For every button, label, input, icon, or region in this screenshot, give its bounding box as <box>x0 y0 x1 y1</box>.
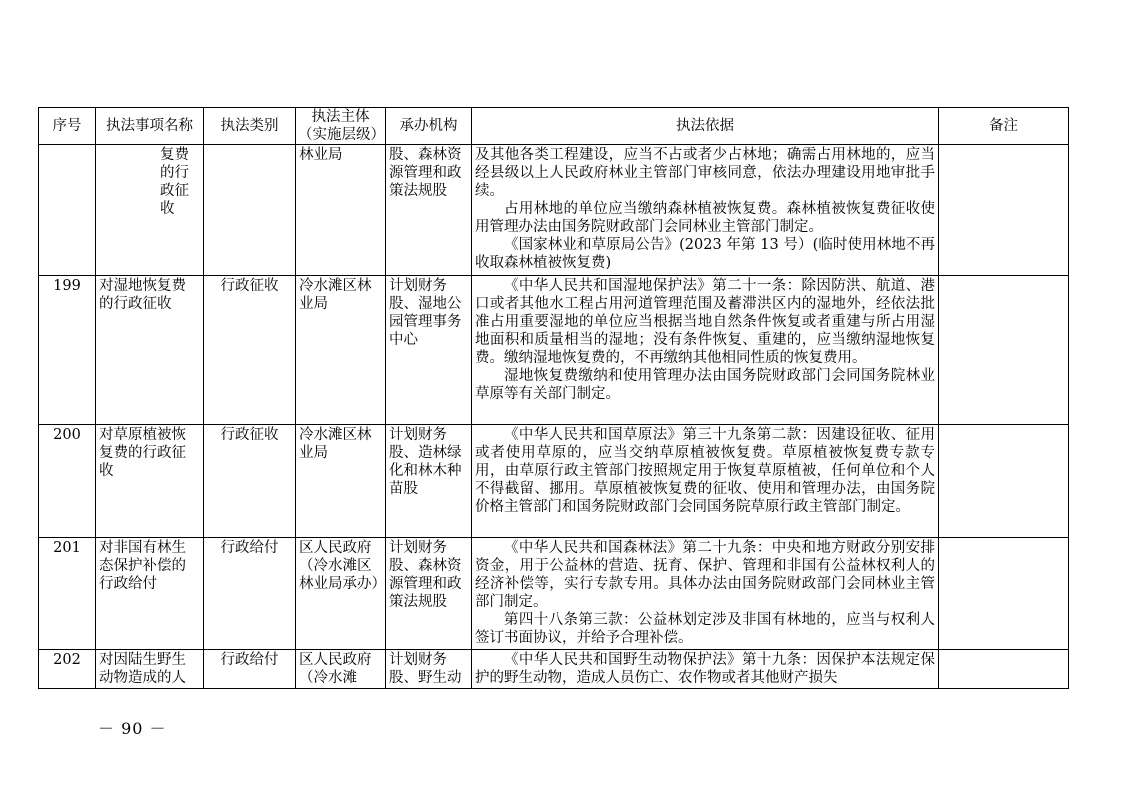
header-basis: 执法依据 <box>472 108 939 145</box>
cell-seq: 199 <box>39 276 96 425</box>
header-row <box>39 108 1069 145</box>
basis-paragraph: 及其他各类工程建设，应当不占或者少占林地；确需占用林地的，应当经县级以上人民政府林业主管部门审核同意，依法办理建设用地审批手续。 <box>475 147 935 199</box>
basis-paragraph: 《国家林业和草原局公告》(2023 年第 13 号）(临时使用林地不再收取森林植被恢复费) <box>475 237 935 271</box>
table-row <box>39 276 1069 425</box>
cell-subject: 林业局 <box>296 145 386 276</box>
header-item-name: 执法事项名称 <box>96 108 204 145</box>
cell-item-name: 对草原植被恢复费的行政征收 <box>96 425 204 538</box>
cell-basis <box>472 650 939 689</box>
header-agency: 承办机构 <box>386 108 472 145</box>
cell-item-name: 复费的行政征收 <box>96 145 204 276</box>
cell-basis <box>472 145 939 276</box>
cell-basis <box>472 538 939 650</box>
enforcement-table <box>38 107 1069 689</box>
header-seq: 序号 <box>39 108 96 145</box>
cell-seq: 201 <box>39 538 96 650</box>
header-remark: 备注 <box>939 108 1069 145</box>
basis-paragraph: 《中华人民共和国野生动物保护法》第十九条：因保护本法规定保护的野生动物，造成人员伤亡、农作物或者其他财产损失 <box>475 652 935 686</box>
table-row <box>39 538 1069 650</box>
basis-paragraph: 湿地恢复费缴纳和使用管理办法由国务院财政部门会同国务院林业草原等有关部门制定。 <box>475 368 935 402</box>
cell-category: 行政征收 <box>204 276 296 425</box>
cell-item-name: 对因陆生野生动物造成的人 <box>96 650 204 689</box>
table-row <box>39 650 1069 689</box>
header-subject-line2: （实施层级） <box>298 127 385 143</box>
cell-category: 行政给付 <box>204 650 296 689</box>
cell-remark <box>939 425 1069 538</box>
cell-basis <box>472 276 939 425</box>
table-row <box>39 425 1069 538</box>
basis-paragraph: 占用林地的单位应当缴纳森林植被恢复费。森林植被恢复费征收使用管理办法由国务院财政部门会同林业主管部门制定。 <box>475 201 935 235</box>
basis-paragraph: 《中华人民共和国草原法》第三十九条第二款：因建设征收、征用或者使用草原的，应当交纳草原植被恢复费。草原植被恢复费专款专用，由草原行政主管部门按照规定用于恢复草原植被，任何单位和个人不得截留、挪用。草原植被恢复费的征收、使用和管理办法，由国务院价格主管部门和国务院财政部门会同国务院草原行政主管部门制定。 <box>475 427 935 515</box>
cell-seq: 200 <box>39 425 96 538</box>
cell-agency: 计划财务股、野生动 <box>386 650 472 689</box>
cell-remark <box>939 538 1069 650</box>
cell-subject: 冷水滩区林业局 <box>296 276 386 425</box>
header-subject-line1: 执法主体 <box>311 109 370 125</box>
cell-category: 行政给付 <box>204 538 296 650</box>
cell-agency: 计划财务股、湿地公园管理事务中心 <box>386 276 472 425</box>
basis-paragraph: 《中华人民共和国森林法》第二十九条：中央和地方财政分别安排资金，用于公益林的营造、抚育、保护、管理和非国有公益林权利人的经济补偿等，实行专款专用。具体办法由国务院财政部门会同林业主管部门制定。 <box>475 540 935 610</box>
cell-remark <box>939 276 1069 425</box>
cell-basis <box>472 425 939 538</box>
header-category: 执法类别 <box>204 108 296 145</box>
cell-agency: 计划财务股、森林资源管理和政策法规股 <box>386 538 472 650</box>
cell-agency: 股、森林资源管理和政策法规股 <box>386 145 472 276</box>
basis-paragraph: 《中华人民共和国湿地保护法》第二十一条：除因防洪、航道、港口或者其他水工程占用河道管理范围及蓄滞洪区内的湿地外，经依法批准占用重要湿地的单位应当根据当地自然条件恢复或者重建与所占用湿地面积和质量相当的湿地；没有条件恢复、重建的，应当缴纳湿地恢复费。缴纳湿地恢复费的，不再缴纳其他相同性质的恢复费用。 <box>475 278 935 366</box>
cell-remark <box>939 650 1069 689</box>
cell-agency: 计划财务股、造林绿化和林木种苗股 <box>386 425 472 538</box>
basis-paragraph: 第四十八条第三款：公益林划定涉及非国有林地的，应当与权利人签订书面协议，并给予合理补偿。 <box>475 612 935 646</box>
page-number: － 90 － <box>98 719 167 738</box>
cell-subject: 区人民政府（冷水滩区林业局承办） <box>296 538 386 650</box>
cell-category <box>204 145 296 276</box>
cell-subject: 冷水滩区林业局 <box>296 425 386 538</box>
table-row <box>39 145 1069 276</box>
cell-category: 行政征收 <box>204 425 296 538</box>
cell-subject: 区人民政府（冷水滩 <box>296 650 386 689</box>
cell-remark <box>939 145 1069 276</box>
cell-seq: 202 <box>39 650 96 689</box>
cell-seq <box>39 145 96 276</box>
header-subject <box>296 108 386 145</box>
cell-item-name: 对非国有林生态保护补偿的行政给付 <box>96 538 204 650</box>
cell-item-name: 对湿地恢复费的行政征收 <box>96 276 204 425</box>
